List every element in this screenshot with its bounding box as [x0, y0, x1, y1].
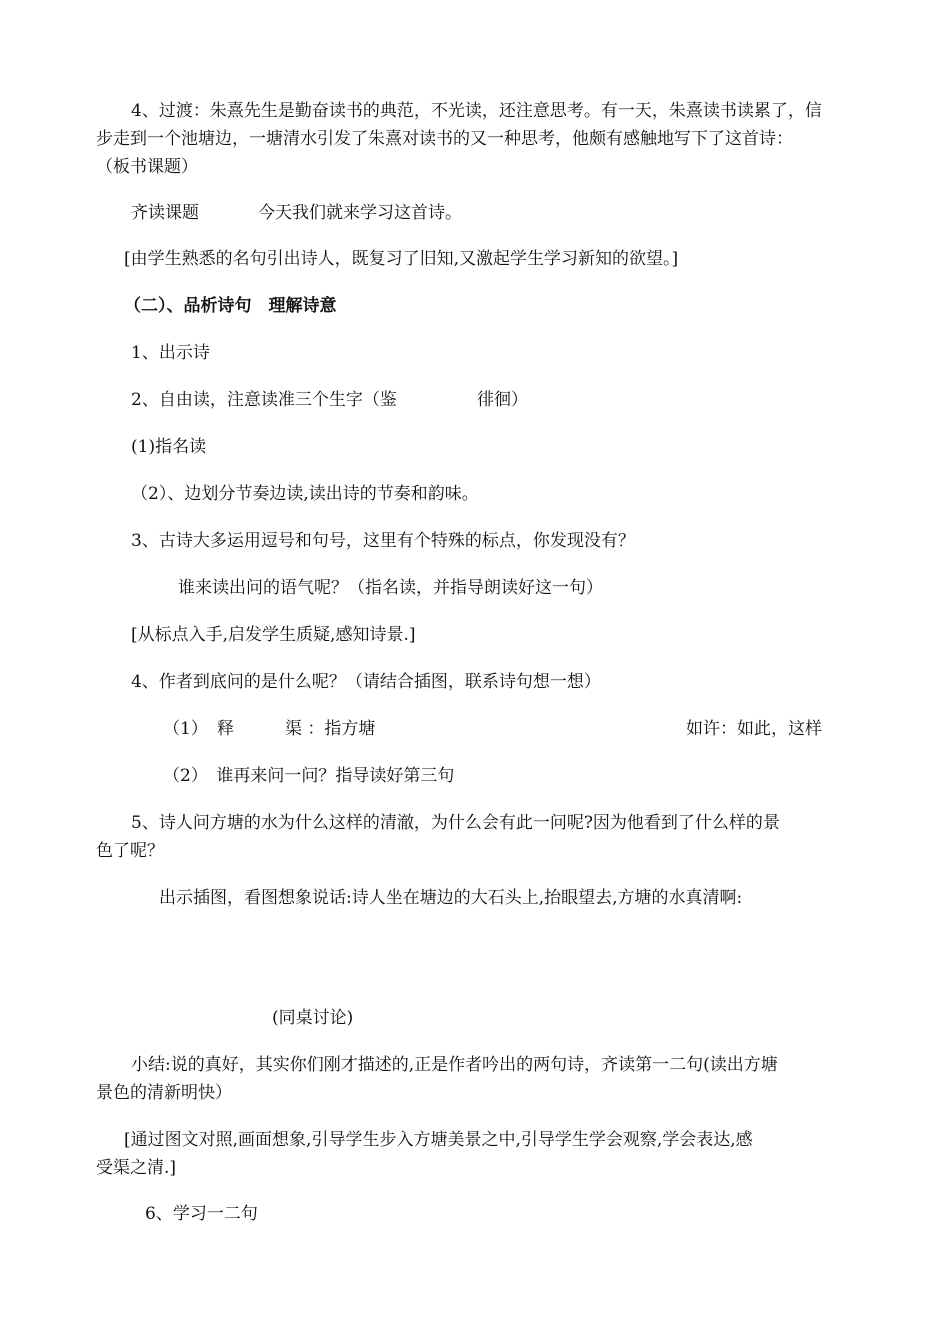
step-2-b: 徘徊）	[477, 390, 528, 410]
note-picture-line1: [通过图文对照,画面想象,引导学生步入方塘美景之中,引导学生学会观察,学会表达,感	[124, 1130, 753, 1150]
step-4-sub-2: （2） 谁再来问一问？指导读好第三句	[163, 766, 455, 786]
step-4-sub-1-num: （1）	[163, 719, 208, 739]
note-intro: [由学生熟悉的名句引出诗人，既复习了旧知,又激起学生学习新知的欲望。]	[124, 249, 679, 269]
step-3-note: [从标点入手,启发学生质疑,感知诗景.]	[131, 625, 416, 645]
summary-line2: 景色的清新明快）	[96, 1083, 232, 1103]
step-4-sub-1-a: 释	[217, 719, 234, 739]
step-4-sub-1-c: 如许：如此，这样	[686, 719, 822, 739]
paragraph-transition-line2: 步走到一个池塘边，一塘清水引发了朱熹对读书的又一种思考，他颇有感触地写下了这首诗：	[96, 129, 793, 149]
step-1: 1、出示诗	[131, 343, 210, 363]
step-2-sub-1: (1)指名读	[131, 437, 207, 457]
step-2-sub-2: （2）、边划分节奏边读,读出诗的节奏和韵味。	[131, 484, 479, 504]
section-heading: （二）、品析诗句 理解诗意	[124, 296, 337, 316]
discussion-note: (同桌讨论)	[272, 1008, 354, 1028]
read-title-text: 齐读课题	[131, 203, 199, 223]
step-4: 4、作者到底问的是什么呢？（请结合插图，联系诗句想一想）	[131, 672, 601, 692]
step-4-sub-1-b: 渠 ：指方塘	[285, 719, 376, 739]
paragraph-transition-line3: （板书课题）	[96, 157, 198, 177]
step-6: 6、学习一二句	[145, 1204, 258, 1224]
step-5-sub: 出示插图，看图想象说话:诗人坐在塘边的大石头上,抬眼望去,方塘的水真清啊:	[159, 888, 743, 908]
today-learn-text: 今天我们就来学习这首诗。	[258, 203, 462, 223]
paragraph-transition-line1: 4、过渡：朱熹先生是勤奋读书的典范，不光读，还注意思考。有一天，朱熹读书读累了，信	[131, 101, 822, 121]
step-5-line2: 色了呢？	[96, 841, 164, 861]
step-5-line1: 5、诗人问方塘的水为什么这样的清澈，为什么会有此一问呢?因为他看到了什么样的景	[131, 813, 780, 833]
step-3: 3、古诗大多运用逗号和句号，这里有个特殊的标点，你发现没有？	[131, 531, 635, 551]
step-3-sub: 谁来读出问的语气呢？（指名读，并指导朗读好这一句）	[178, 578, 603, 598]
note-picture-line2: 受渠之清.]	[96, 1158, 177, 1178]
summary-line1: 小结:说的真好，其实你们刚才描述的,正是作者吟出的两句诗，齐读第一二句(读出方塘	[131, 1055, 778, 1075]
step-2-a: 2、自由读，注意读准三个生字（鉴	[131, 390, 397, 410]
